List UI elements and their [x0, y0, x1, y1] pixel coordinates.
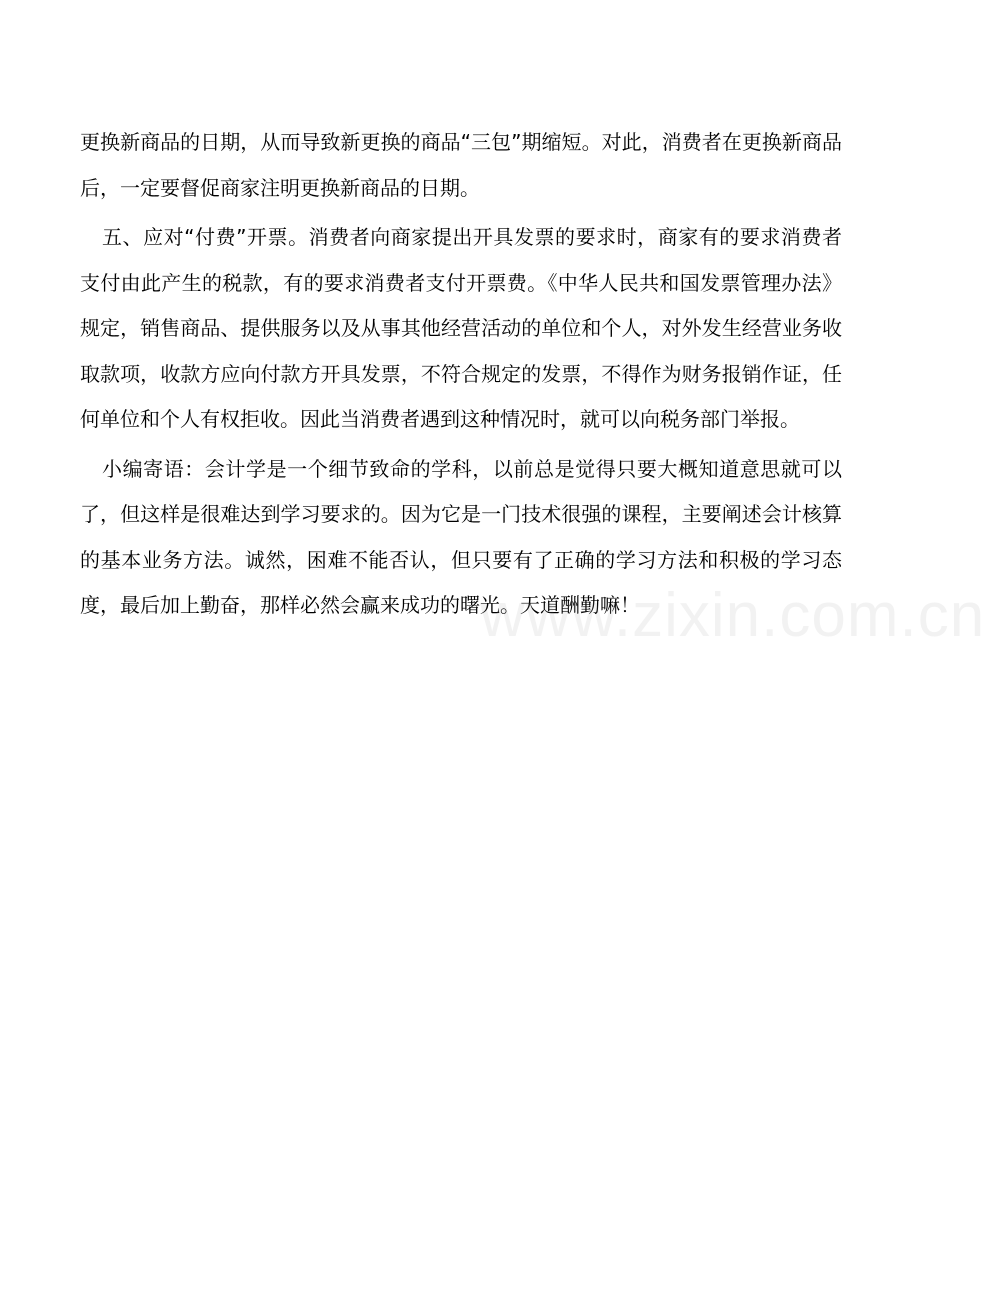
paragraph-editor-note: 小编寄语：会计学是一个细节致命的学科，以前总是觉得只要大概知道意思就可以了，但这样是很难达到学习要求的。因为它是一门技术很强的课程，主要阐述会计核算的基本业务方法。诚然，困难不能否认，但只要有了正确的学习方法和积极的学习态度，最后加上勤奋，那样必然会赢来成功的曙光。天道酬勤嘛！	[80, 456, 842, 617]
document-body	[80, 120, 842, 633]
paragraph-continuation: 更换新商品的日期，从而导致新更换的商品“三包”期缩短。对此，消费者在更换新商品后，一定要督促商家注明更换新商品的日期。	[80, 130, 842, 200]
watermark-text: www.zixin.com.cn	[480, 581, 985, 650]
paragraph-item-five: 五、应对“付费”开票。消费者向商家提出开具发票的要求时，商家有的要求消费者支付由此产生的税款，有的要求消费者支付开票费。《中华人民共和国发票管理办法》规定，销售商品、提供服务以及从事其他经营活动的单位和个人，对外发生经营业务收取款项，收款方应向付款方开具发票，不符合规定的发票，不得作为财务报销作证，任何单位和个人有权拒收。因此当消费者遇到这种情况时，就可以向税务部门举报。	[80, 225, 842, 431]
